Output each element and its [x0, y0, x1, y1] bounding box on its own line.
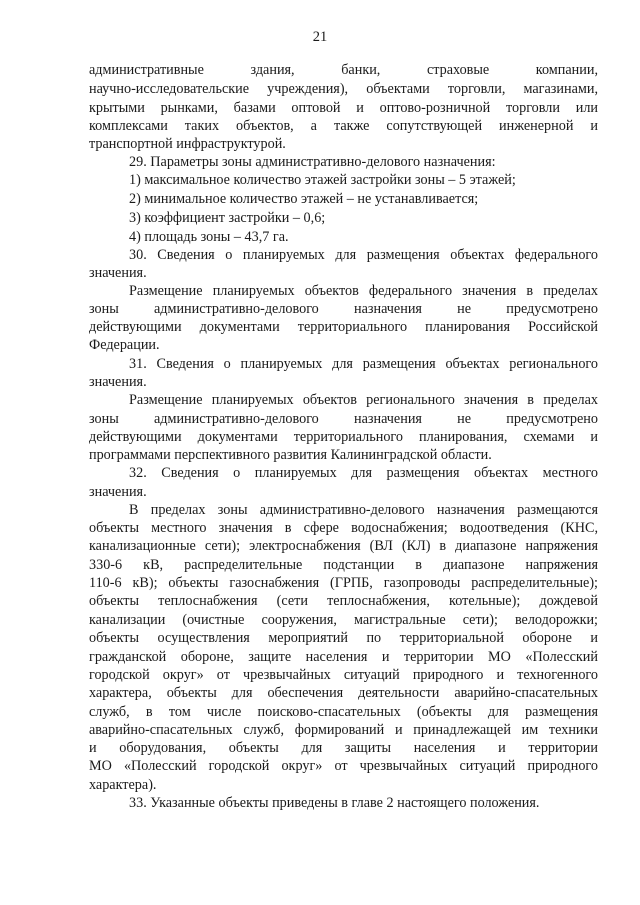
- text-line: городской округ» от чрезвычайных ситуаций природного и техногенного: [89, 667, 598, 683]
- list-item: 2) минимальное количество этажей – не устанавливается;: [129, 191, 479, 207]
- text-line: объекты осуществления мероприятий по территориальной обороне и: [89, 630, 598, 646]
- text-line: программами перспективного развития Калининградской области.: [89, 447, 492, 463]
- text-line: канализационные сети); электроснабжения (ВЛ (КЛ) в диапазоне напряжения: [89, 538, 598, 554]
- text-line: Федерации.: [89, 337, 160, 353]
- section-31-heading: 31. Сведения о планируемых для размещения объектах регионального: [129, 356, 598, 372]
- text-line: аварийно-спасательных служб, формирований и принадлежащей им техники: [89, 722, 598, 738]
- text-line: гражданской обороне, защите населения и территории МО «Полесский: [89, 649, 598, 665]
- text-line: и оборудования, объекты для защиты населения и территории: [89, 740, 598, 756]
- text-line: действующими документами территориального планирования Российской: [89, 319, 598, 335]
- text-line: комплексами таких объектов, а также сопутствующей инженерной и: [89, 118, 598, 134]
- text-line: 110-6 кВ); объекты газоснабжения (ГРПБ, газопроводы распределительные);: [89, 575, 598, 591]
- text-line: объекты теплоснабжения (сети теплоснабжения, котельные); дождевой: [89, 593, 598, 609]
- text-line: научно-исследовательские учреждения), объектами торговли, магазинами,: [89, 81, 598, 97]
- text-line: крытыми рынками, базами оптовой и оптово-розничной торговли или: [89, 100, 598, 116]
- text-line: Размещение планируемых объектов федерального значения в пределах: [129, 283, 598, 299]
- text-line: 330-6 кВ, распределительные подстанции в диапазоне напряжения: [89, 557, 598, 573]
- text-line: зоны административно-делового назначения не предусмотрено: [89, 301, 598, 317]
- text-line: В пределах зоны административно-делового назначения размещаются: [129, 502, 598, 518]
- text-line: МО «Полесский городской округ» от чрезвычайных ситуаций природного: [89, 758, 598, 774]
- text-line: Размещение планируемых объектов регионального значения в пределах: [129, 392, 598, 408]
- text-line: канализации (очистные сооружения, магистральные сети); велодорожки;: [89, 612, 598, 628]
- page-number: 21: [312, 29, 328, 45]
- text-line: объекты местного значения в сфере водоснабжения; водоотведения (КНС,: [89, 520, 598, 536]
- list-item: 3) коэффициент застройки – 0,6;: [129, 210, 326, 226]
- section-32-heading: 32. Сведения о планируемых для размещения объектах местного: [129, 465, 598, 481]
- text-line: значения.: [89, 265, 147, 281]
- text-line: значения.: [89, 374, 147, 390]
- text-line: значения.: [89, 484, 147, 500]
- text-line: служб, в том числе поисково-спасательных (объекты для размещения: [89, 704, 598, 720]
- text-line: характера).: [89, 777, 157, 793]
- list-item: 1) максимальное количество этажей застройки зоны – 5 этажей;: [129, 172, 516, 188]
- text-line: действующими документами территориального планирования, схемами и: [89, 429, 598, 445]
- list-item: 4) площадь зоны – 43,7 га.: [129, 229, 289, 245]
- text-line: зоны административно-делового назначения не предусмотрено: [89, 411, 598, 427]
- text-line: административные здания, банки, страховые компании,: [89, 62, 598, 78]
- text-line: транспортной инфраструктурой.: [89, 136, 286, 152]
- section-33-heading: 33. Указанные объекты приведены в главе 2 настоящего положения.: [129, 795, 540, 811]
- section-30-heading: 30. Сведения о планируемых для размещения объектах федерального: [129, 247, 598, 263]
- section-29-heading: 29. Параметры зоны административно-делового назначения:: [129, 154, 496, 170]
- text-line: характера, объекты для обеспечения деятельности аварийно-спасательных: [89, 685, 598, 701]
